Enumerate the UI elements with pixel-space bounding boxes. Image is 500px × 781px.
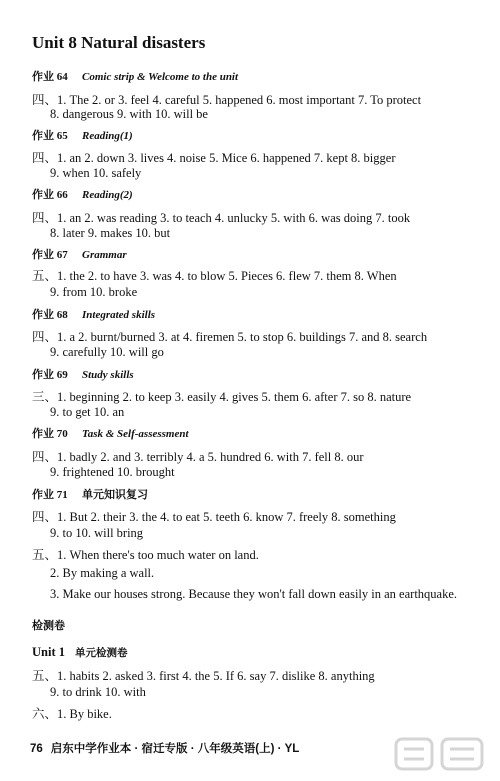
answer-line: 8. later 9. makes 10. but [50, 226, 171, 240]
answer-line: 六、1. By bike. [32, 707, 112, 721]
section-header-64 [32, 68, 238, 84]
unit1-header [32, 645, 128, 660]
task-number: 作业 69 [32, 369, 68, 381]
section-header-66 [32, 186, 133, 202]
task-number: 作业 68 [32, 309, 68, 321]
answer-line: 9. to drink 10. with [50, 685, 146, 699]
answer-line: 四、1. The 2. or 3. feel 4. careful 5. happened 6. most important 7. To protect [32, 93, 422, 107]
unit1-title: Unit 1 [32, 645, 65, 659]
page-footer [30, 740, 299, 756]
section-name: Grammar [82, 249, 127, 261]
answer-line: 三、1. beginning 2. to keep 3. easily 4. gives 5. them 6. after 7. so 8. nature [32, 390, 412, 404]
task-number: 作业 66 [32, 189, 68, 201]
section-name: Study skills [82, 369, 134, 381]
answer-line: 9. from 10. broke [50, 285, 138, 299]
section-name: Reading(2) [82, 189, 133, 201]
unit1-label: 单元检测卷 [75, 648, 128, 659]
section-name: Reading(1) [82, 130, 133, 142]
answer-line: 9. to 10. will bring [50, 526, 144, 540]
task-number: 作业 70 [32, 428, 68, 440]
page-number: 76 [30, 743, 43, 755]
answer-line: 四、1. a 2. burnt/burned 3. at 4. firemen 5. to stop 6. buildings 7. and 8. search [32, 330, 428, 344]
section-header-67 [32, 246, 127, 262]
answer-line: 8. dangerous 9. with 10. will be [50, 107, 208, 121]
section-name: 单元知识复习 [82, 489, 148, 501]
answer-line: 五、1. When there's too much water on land. [32, 548, 259, 562]
test-section-header: 检测卷 [32, 620, 65, 632]
section-header-65 [32, 127, 133, 143]
section-header-68 [32, 306, 155, 322]
answer-line: 3. Make our houses strong. Because they won't fall down easily in an earthquake. [50, 587, 458, 601]
section-header-70 [32, 425, 189, 441]
answer-line: 2. By making a wall. [50, 566, 155, 580]
answer-line: 四、1. an 2. was reading 3. to teach 4. unlucky 5. with 6. was doing 7. took [32, 211, 411, 225]
section-name: Task & Self-assessment [82, 428, 189, 440]
answer-line: 9. when 10. safely [50, 166, 142, 180]
task-number: 作业 64 [32, 71, 68, 83]
unit-title: Unit 8 Natural disasters [32, 33, 206, 52]
answer-line: 四、1. But 2. their 3. the 4. to eat 5. teeth 6. know 7. freely 8. something [32, 510, 396, 524]
answer-line: 四、1. an 2. down 3. lives 4. noise 5. Mice 6. happened 7. kept 8. bigger [32, 151, 396, 165]
task-number: 作业 65 [32, 130, 68, 142]
book-title: 启东中学作业本 · 宿迁专版 · 八年级英语(上) · YL [50, 743, 300, 755]
answer-line: 五、1. habits 2. asked 3. first 4. the 5. If 6. say 7. dislike 8. anything [32, 669, 375, 683]
task-number: 作业 67 [32, 249, 68, 261]
section-name: Integrated skills [82, 309, 156, 321]
answer-line: 9. frightened 10. brought [50, 465, 175, 479]
section-name: Comic strip & Welcome to the unit [82, 71, 239, 83]
answer-line: 五、1. the 2. to have 3. was 4. to blow 5. Pieces 6. flew 7. them 8. When [32, 269, 397, 283]
section-header-69 [32, 366, 134, 382]
answer-line: 四、1. badly 2. and 3. terribly 4. a 5. hundred 6. with 7. fell 8. our [32, 450, 364, 464]
task-number: 作业 71 [32, 489, 68, 501]
answer-line: 9. to get 10. an [50, 405, 125, 419]
section-header-71 [32, 486, 148, 502]
watermark-logo-icon [394, 735, 486, 775]
answer-line: 9. carefully 10. will go [50, 345, 164, 359]
